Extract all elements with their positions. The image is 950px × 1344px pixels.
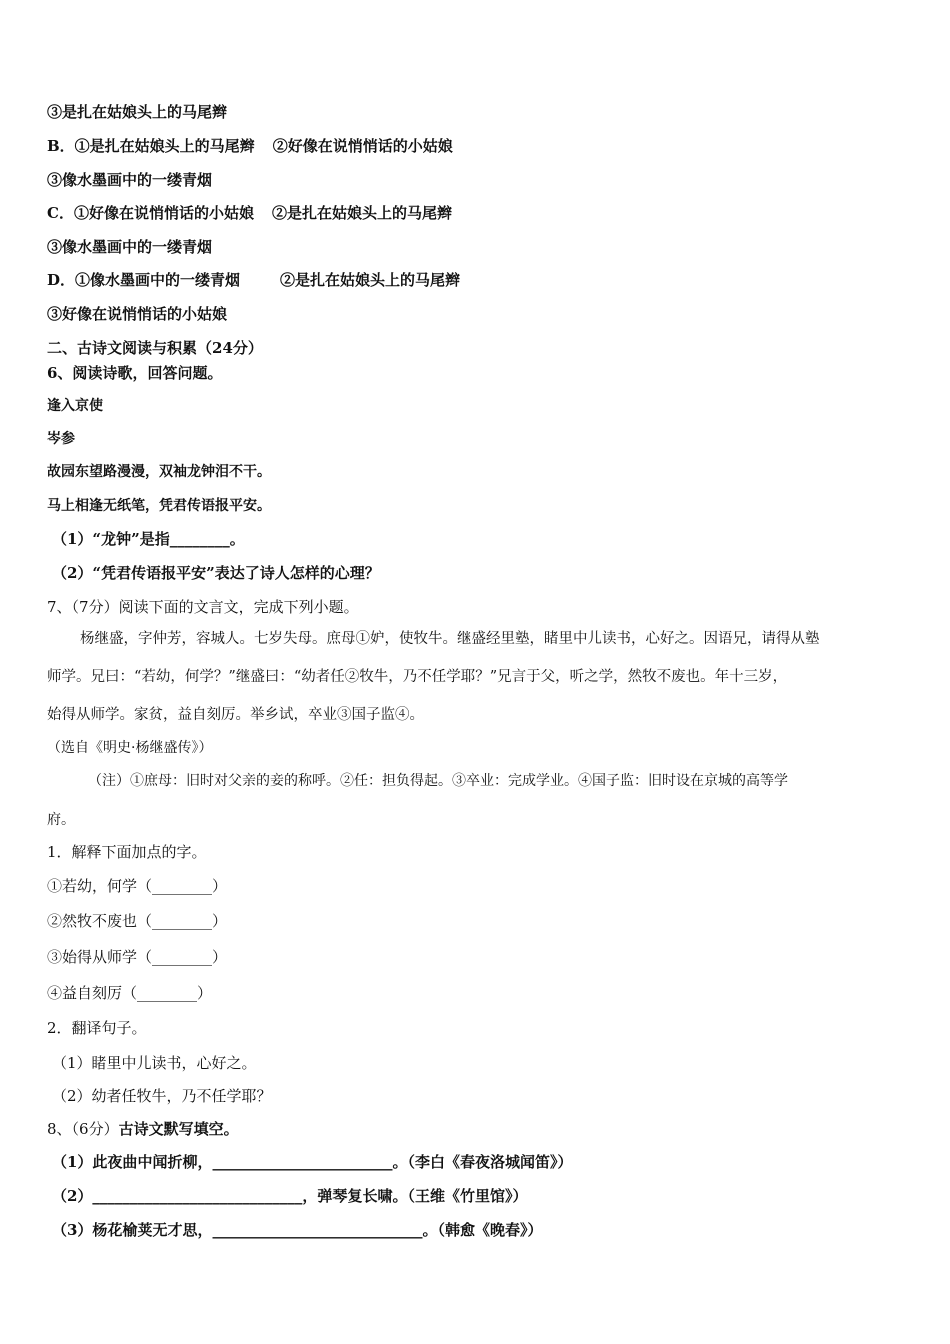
q8-line2: （2）____________________________，弹琴复长啸。（王维《竹里馆》） (52, 1187, 528, 1205)
q7-passage-line3: 始得从师学。家贫，益自刻厉。举乡试，卒业③国子监④。 (47, 707, 424, 723)
section2-heading: 二、古诗文阅读与积累（24分） (47, 339, 263, 357)
option-d-part2: ②是扎在姑娘头上的马尾辫 (280, 271, 461, 289)
q8-line1: （1）此夜曲中闻折柳，________________________。（李白《春夜洛城闻笛》） (52, 1153, 573, 1171)
q7-source: （选自《明史·杨继盛传》） (47, 740, 213, 756)
option-b-part1: B．①是扎在姑娘头上的马尾辫 (47, 137, 255, 155)
option-c-line1 (47, 203, 452, 223)
option-b-part2: ②好像在说悄悄话的小姑娘 (272, 137, 453, 155)
q6-prompt: 6、阅读诗歌，回答问题。 (47, 364, 223, 382)
option-c-line2: ③像水墨画中的一缕青烟 (47, 238, 213, 256)
q7-task1-item3: ③始得从师学（________） (47, 948, 228, 966)
q7-passage-line1: 杨继盛，字仲芳，容城人。七岁失母。庶母①妒，使牧牛。继盛经里塾，睹里中儿读书，心好之。因语兄，请得从塾 (80, 631, 820, 647)
q7-task2-item2: （2）幼者任牧牛，乃不任学耶？ (52, 1087, 272, 1105)
q7-notes-line1: （注）①庶母：旧时对父亲的妾的称呼。②任：担负得起。③卒业：完成学业。④国子监：旧时设在京城的高等学 (88, 773, 788, 789)
option-b-line2: ③像水墨画中的一缕青烟 (47, 171, 213, 189)
q7-task2: 2．翻译句子。 (47, 1019, 147, 1037)
option-b-line1 (47, 136, 453, 156)
q6-poem-title: 逢入京使 (47, 398, 103, 414)
q8-prompt (47, 1119, 239, 1139)
q7-task1-item4: ④益自刻厉（________） (47, 984, 213, 1002)
q7-task2-item1: （1）睹里中儿读书，心好之。 (52, 1054, 257, 1072)
q6-sub1: （1）“龙钟”是指________。 (52, 530, 245, 548)
q6-verse1: 故园东望路漫漫，双袖龙钟泪不干。 (47, 464, 271, 480)
q6-poet: 岑参 (47, 431, 75, 447)
q8-line3: （3）杨花榆荚无才思，____________________________。（韩愈《晚春》） (52, 1221, 543, 1239)
option-c-part1: C．①好像在说悄悄话的小姑娘 (47, 204, 254, 222)
option-d-line2: ③好像在说悄悄话的小姑娘 (47, 305, 228, 323)
q7-task1-item2: ②然牧不废也（________） (47, 912, 228, 930)
q6-sub2: （2）“凭君传语报平安”表达了诗人怎样的心理？ (52, 564, 380, 582)
q7-passage-line2: 师学。兄曰：“若幼，何学？”继盛曰：“幼者任②牧牛，乃不任学耶？”兄言于父，听之学，然牧不废也。年十三岁， (47, 669, 788, 685)
q6-verse2: 马上相逢无纸笔，凭君传语报平安。 (47, 498, 271, 514)
q7-task1: 1．解释下面加点的字。 (47, 843, 207, 861)
option-d-part1: D．①像水墨画中的一缕青烟 (47, 271, 241, 289)
q7-prompt: 7、（7分）阅读下面的文言文，完成下列小题。 (47, 598, 359, 616)
q8-prompt-title: 古诗文默写填空。 (118, 1120, 239, 1138)
q7-notes-line2: 府。 (47, 812, 75, 828)
option-c-part2: ②是扎在姑娘头上的马尾辫 (271, 204, 452, 222)
option-a-line3: ③是扎在姑娘头上的马尾辫 (47, 103, 228, 121)
q8-prompt-number: 8、（6分） (47, 1120, 119, 1138)
q7-task1-item1: ①若幼，何学（________） (47, 877, 228, 895)
option-d-line1 (47, 270, 460, 290)
